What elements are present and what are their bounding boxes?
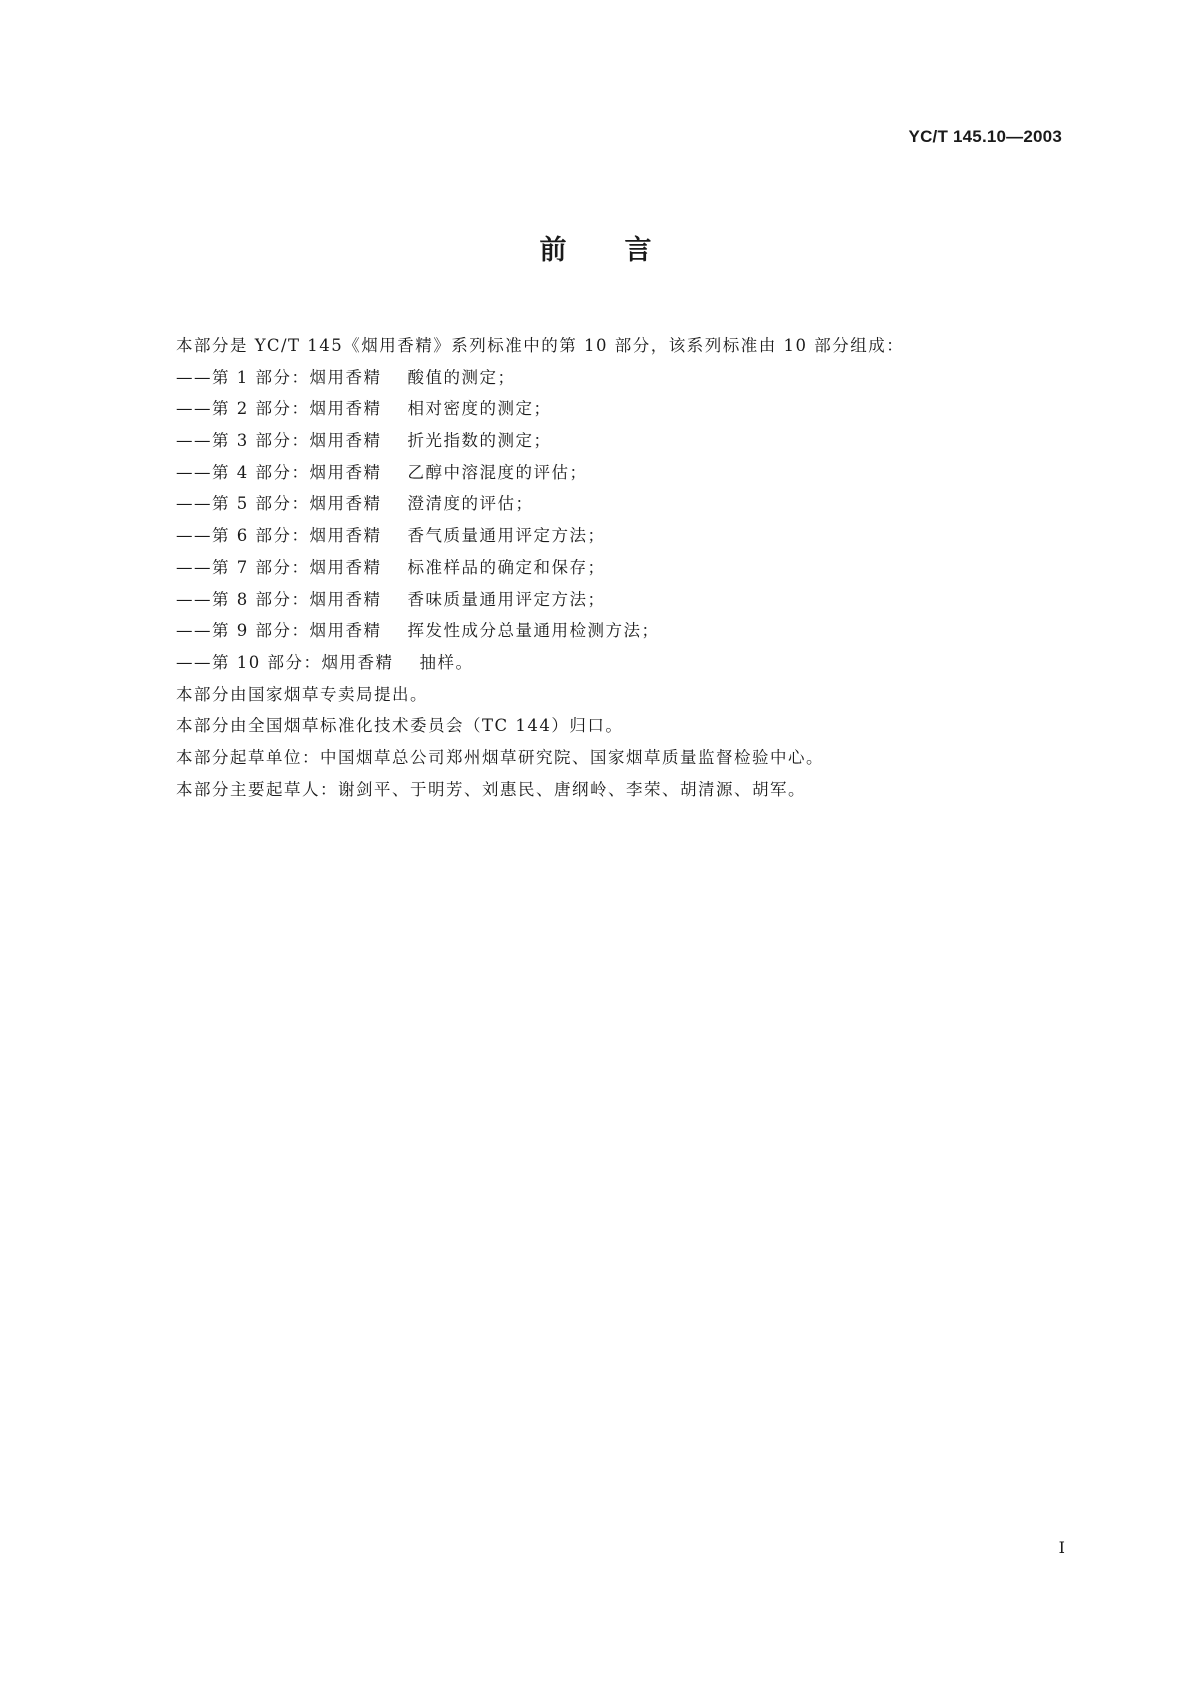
- page-number: I: [1058, 1538, 1065, 1557]
- part-label: ——第 3 部分：烟用香精: [176, 431, 382, 451]
- part-list-item: [176, 393, 1056, 425]
- part-subject: 折光指数的测定；: [407, 431, 552, 451]
- part-label: ——第 7 部分：烟用香精: [176, 557, 382, 577]
- part-subject: 香气质量通用评定方法；: [407, 526, 606, 546]
- part-label: ——第 1 部分：烟用香精: [176, 367, 382, 387]
- intro-paragraph: 本部分是 YC/T 145《烟用香精》系列标准中的第 10 部分，该系列标准由 10 部分组成：: [176, 336, 905, 355]
- part-list-item: [176, 584, 1056, 616]
- part-subject: 澄清度的评估；: [407, 494, 534, 514]
- standard-code: YC/T 145.10—2003: [908, 127, 1062, 146]
- part-list-item: [176, 362, 1056, 394]
- part-label: ——第 5 部分：烟用香精: [176, 494, 382, 514]
- part-list-item: [176, 425, 1056, 457]
- part-list-item: [176, 615, 1056, 647]
- part-label: ——第 10 部分：烟用香精: [176, 652, 394, 672]
- part-subject: 香味质量通用评定方法；: [407, 589, 606, 609]
- foreword-body: [176, 330, 1056, 805]
- drafting-organizations-statement: 本部分起草单位：中国烟草总公司郑州烟草研究院、国家烟草质量监督检验中心。: [176, 747, 824, 767]
- part-list-item: [176, 520, 1056, 552]
- part-list-item: [176, 647, 1056, 679]
- part-label: ——第 6 部分：烟用香精: [176, 526, 382, 546]
- part-label: ——第 8 部分：烟用香精: [176, 589, 382, 609]
- part-subject: 挥发性成分总量通用检测方法；: [407, 621, 660, 641]
- part-subject: 乙醇中溶混度的评估；: [407, 462, 588, 482]
- drafters-statement: 本部分主要起草人：谢剑平、于明芳、刘惠民、唐纲岭、李荣、胡清源、胡军。: [176, 779, 806, 799]
- part-subject: 标准样品的确定和保存；: [407, 557, 606, 577]
- part-subject: 酸值的测定；: [407, 367, 516, 387]
- part-subject: 抽样。: [419, 652, 474, 672]
- part-label: ——第 2 部分：烟用香精: [176, 399, 382, 419]
- part-subject: 相对密度的测定；: [407, 399, 552, 419]
- part-list-item: [176, 552, 1056, 584]
- page-title: 前言: [539, 235, 710, 266]
- proposer-statement: 本部分由国家烟草专卖局提出。: [176, 684, 428, 704]
- part-list-item: [176, 488, 1056, 520]
- part-label: ——第 9 部分：烟用香精: [176, 621, 382, 641]
- part-label: ——第 4 部分：烟用香精: [176, 462, 382, 482]
- part-list-item: [176, 457, 1056, 489]
- centralized-management-statement: 本部分由全国烟草标准化技术委员会（TC 144）归口。: [176, 716, 624, 736]
